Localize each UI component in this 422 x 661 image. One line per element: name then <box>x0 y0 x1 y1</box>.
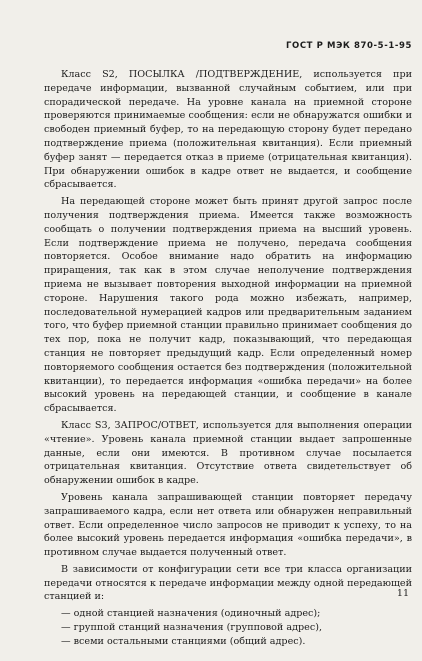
paragraph-class-s2: Класс S2, ПОСЫЛКА /ПОДТВЕРЖДЕНИЕ, используется при передаче информации, вызванной случайным событием, или при спорадической передаче. На уровне канала на приемной стороне проверяются принимаемые сообщения: если не обнаружатся ошибки и свободен приемный буфер, то на передающую сторону будет передано подтверждение приема (положительная квитанция). Если приемный буфер занят — передается отказ в приеме (отрицательная квитанция). При обнаружении ошибок в кадре ответ не выдается, и сообщение сбрасывается. <box>44 69 412 191</box>
paragraph-class-s3: Класс S3, ЗАПРОС/ОТВЕТ, используется для выполнения операции «чтение». Уровень канала приемной станции выдает запрошенные данные, если они имеются. В противном случае посылается отрицательная квитанция. Отсутствие ответа свидетельствует об обнаружении ошибок в кадре. <box>44 419 412 487</box>
paragraph-requesting-station: Уровень канала запрашивающей станции повторяет передачу запрашиваемого кадра, если нет ответа или обнаружен неправильный ответ. Если определенное число запросов не приводит к успеху, то на более высокий уровень передается информация «ошибка передачи», в противном случае выдается полученный ответ. <box>44 491 412 559</box>
list-item-single-address: — одной станцией назначения (одиночный адрес); <box>61 608 321 620</box>
page-number: 11 <box>396 588 409 599</box>
paragraph-transmitting-side: На передающей стороне может быть принят другой запрос после получения подтверждения приема. Имеется также возможность сообщать о получении подтверждения приема на высший уровень. Если подтверждение приема не получено, передача сообщения повторяется. Особое внимание надо обратить на информацию приращения, так как в этом случае неполучение подтверждения приема не вызывает повторения выходной информации на приемной стороне. Нарушения такого рода можно избежать, например, последовательной нумерацией кадров или предварительным заданием того, что буфер приемной станции правильно принимает сообщения до тех пор, пока не получит кадр, показывающий, что передающая станция не повторяет предыдущий кадр. Если определенный номер повторяемого сообщения остается без подтверждения (положительной квитанции), то передается информация «ошибка передачи» на более высокий уровень на передающей станции, и сообщение в канале сбрасывается. <box>44 196 412 415</box>
list-item-broadcast-address: — всеми остальными станциями (общий адрес). <box>61 635 306 647</box>
document-body <box>44 66 412 649</box>
page-header: ГОСТ Р МЭК 870-5-1-95 <box>285 41 412 51</box>
paragraph-network-configuration: В зависимости от конфигурации сети все три класса организации передачи относятся к передаче информации между одной передающей станцией и: <box>44 563 412 603</box>
list-item-group-address: — группой станций назначения (групповой адрес), <box>61 622 322 634</box>
